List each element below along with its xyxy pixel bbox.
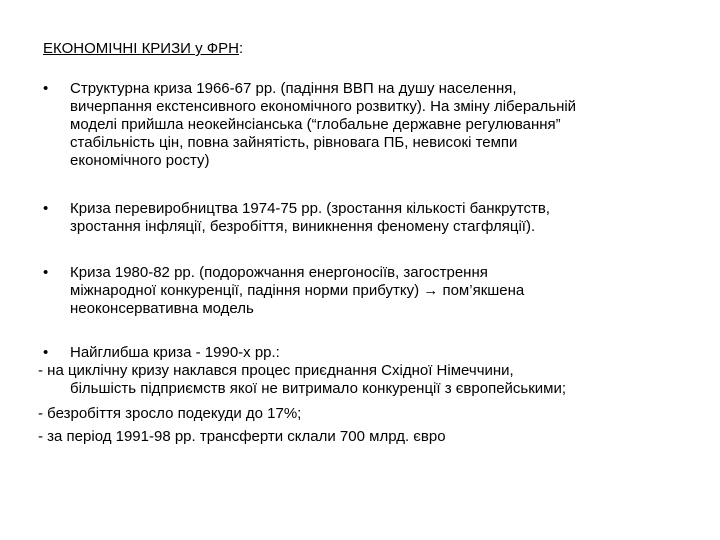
bullet-line: Структурна криза 1966-67 рр. (падіння ВВП на душу населення, — [70, 80, 517, 97]
bullet-text — [70, 264, 695, 318]
dash-item-transfers — [38, 428, 688, 446]
bullet-line: вичерпання екстенсивного економічного розвитку). На зміну ліберальній — [70, 98, 577, 115]
bullet-dot: • — [43, 200, 49, 217]
dash-item-unemployment — [38, 405, 688, 423]
bullet-line: неоконсервативна модель — [70, 300, 254, 317]
slide-heading — [43, 40, 243, 58]
dash-item-east-germany — [38, 362, 688, 398]
bullet-text — [70, 80, 695, 170]
bullet-line: Найглибша криза - 1990-х рр.: — [70, 344, 280, 361]
bullet-line: моделі прийшла неокейнсіанська (“глобальне державне регулювання” — [70, 116, 561, 133]
bullet-line: зростання інфляції, безробіття, виникнення феномену стагфляції). — [70, 218, 536, 235]
bullet-line: стабільність цін, повна зайнятість, рівновага ПБ, невисокі темпи — [70, 134, 518, 151]
heading-title: ЕКОНОМІЧНІ КРИЗИ у ФРН — [43, 40, 240, 57]
bullet-text — [70, 344, 695, 362]
bullet-dot: • — [43, 80, 49, 97]
bullet-line: Криза 1980-82 рр. (подорожчання енергоносіїв, загострення — [70, 264, 488, 281]
dash-line: - за період 1991-98 рр. трансферти склали 700 млрд. євро — [38, 428, 446, 445]
heading-colon: : — [239, 40, 244, 57]
dash-line: - на циклічну кризу наклався процес приєднання Східної Німеччини, — [38, 362, 514, 379]
bullet-line: Криза перевиробництва 1974-75 рр. (зростання кількості банкрутств, — [70, 200, 550, 217]
bullet-line: міжнародної конкуренції, падіння норми прибутку) → пом’якшена — [70, 282, 525, 299]
bullet-dot: • — [43, 344, 49, 361]
dash-line: більшість підприємств якої не витримало конкуренції з європейськими; — [70, 380, 567, 397]
bullet-line: економічного росту) — [70, 152, 210, 169]
bullet-dot: • — [43, 264, 49, 281]
bullet-text — [70, 200, 695, 236]
dash-line: - безробіття зросло подекуди до 17%; — [38, 405, 302, 422]
